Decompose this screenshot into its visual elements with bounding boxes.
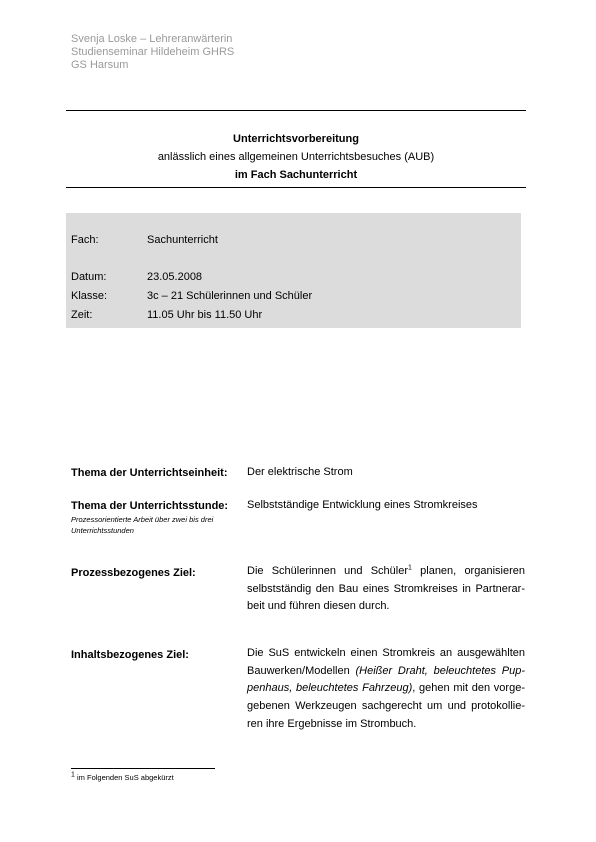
prozess-line-1-end: planen, organisieren [411,565,525,577]
zeit-value: 11.05 Uhr bis 11.50 Uhr [147,309,263,321]
prozess-line-3: beit und führen diesen durch. [247,600,390,613]
einheit-label: Thema der Unterrichtseinheit: [71,467,228,479]
prozess-label: Prozessbezogenes Ziel: [71,567,196,579]
title-top-rule [66,110,526,111]
prozess-line-1-start: Die Schülerinnen und Schüler [247,565,409,577]
inhalt-label: Inhaltsbezogenes Ziel: [71,649,189,661]
inhalt-line-4: gebenen Werkzeugen sachgerecht um und protokollie- [247,700,525,713]
prozess-line-1 [247,563,525,581]
prozess-line-2: selbstständig den Bau eines Stromkreises in Partnerar- [247,582,525,595]
footnote-text: im Folgenden SuS abgekürzt [77,773,174,782]
info-box [66,213,521,328]
inhalt-line-3 [247,680,525,698]
zeit-label: Zeit: [71,309,93,321]
inhalt-line-2 [247,663,525,681]
inhalt-line-2-start: Bauwerken/Modellen [247,664,356,677]
einheit-value: Der elektrische Strom [247,466,353,478]
inhalt-text [247,645,525,734]
fach-value: Sachunterricht [147,234,218,246]
prozess-text [247,563,525,616]
author-seminar: Studienseminar Hildeheim GHRS [71,46,235,58]
datum-value: 23.05.2008 [147,271,203,283]
footnote-ref: 1 [408,564,412,572]
document-title: Unterrichtsvorbereitung [233,133,359,145]
author-header [71,33,234,72]
footnote [71,772,174,784]
stunde-value: Selbstständige Entwicklung eines Stromkreises [247,499,478,511]
stunde-note: Prozessorientierte Arbeit über zwei bis drei Unterrichtsstunden [71,515,214,535]
inhalt-line-3-italic: penhaus, beleuchtetes Fahrzeug) [247,682,413,695]
document-subject: im Fach Sachunterricht [234,169,358,181]
inhalt-line-5: ren ihre Ergebnisse im Strombuch. [247,717,417,730]
stunde-label: Thema der Unterrichtsstunde: [71,500,229,512]
fach-label: Fach: [71,234,99,246]
author-name: Svenja Loske – Lehreranwärterin [71,33,233,45]
author-school: GS Harsum [71,59,129,71]
footnote-rule [71,768,215,769]
klasse-label: Klasse: [71,290,108,302]
title-block [66,130,526,184]
inhalt-line-1: Die SuS entwickeln einen Stromkreis an ausgewählten [247,647,525,659]
klasse-value: 3c – 21 Schülerinnen und Schüler [147,290,313,302]
inhalt-line-3-end: , gehen mit den vorge- [412,682,525,695]
inhalt-line-2-italic: (Heißer Draht, beleuchtetes Pup- [355,664,525,677]
datum-label: Datum: [71,271,107,283]
title-bottom-rule [66,187,526,188]
footnote-mark: 1 [71,771,75,779]
document-subtitle: anlässlich eines allgemeinen Unterrichtsbesuches (AUB) [157,151,435,163]
